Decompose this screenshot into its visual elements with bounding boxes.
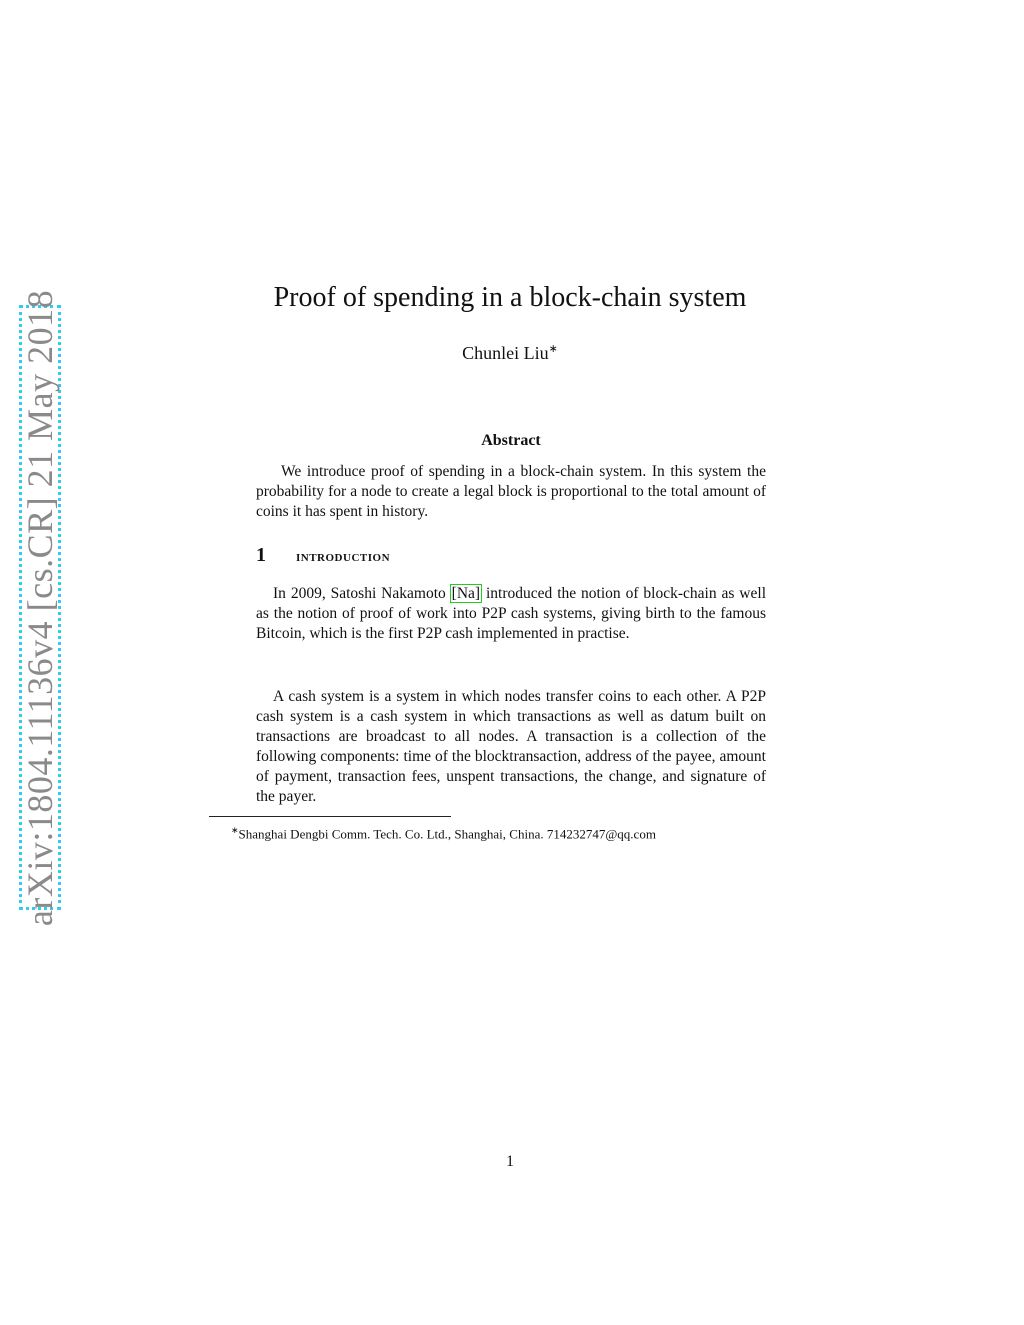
page-number: 1 [506,1153,514,1170]
footnote-text: Shanghai Dengbi Comm. Tech. Co. Ltd., Shanghai, China. 714232747@qq.com [238,826,656,842]
footnote-mark: ∗ [231,825,239,835]
author-name: Chunlei Liu [462,343,549,363]
footnote [231,821,791,843]
intro-paragraph-1 [256,584,766,644]
arxiv-identifier[interactable]: arXiv:1804.11136v4 [cs.CR] 21 May 2018 [20,289,60,926]
citation-link-na[interactable]: [Na] [451,585,481,602]
intro-p1-text-after: introduced the notion of block-chain as well as the notion of proof of work into P2P cash systems, giving birth to the famous Bitcoin, which is the first P2P cash implemented in practise. [256,585,766,642]
author-footnote-mark[interactable]: ∗ [548,343,558,355]
intro-paragraph-2: A cash system is a system in which nodes transfer coins to each other. A P2P cash system is a cash system in which transactions as well as datum built on transactions are broadcast to all nodes. A transaction is a collection of the following components: time of the blocktransaction, address of the payee, amount of payment, transaction fees, unspent transactions, the change, and signature of the payer. [256,688,766,805]
section-number: 1 [256,544,266,566]
arxiv-stamp [19,289,61,926]
footnote-rule [209,816,451,817]
section-title: introduction [296,549,391,565]
abstract-body: We introduce proof of spending in a block-chain system. In this system the probability for a node to create a legal block is proportional to the total amount of coins it has spent in history. [256,463,766,520]
section-heading-introduction [256,544,390,567]
abstract-heading: Abstract [481,432,541,449]
author-line [200,342,820,364]
intro-p1-text-before: In 2009, Satoshi Nakamoto [273,585,451,602]
paper-title: Proof of spending in a block-chain system [273,282,747,313]
